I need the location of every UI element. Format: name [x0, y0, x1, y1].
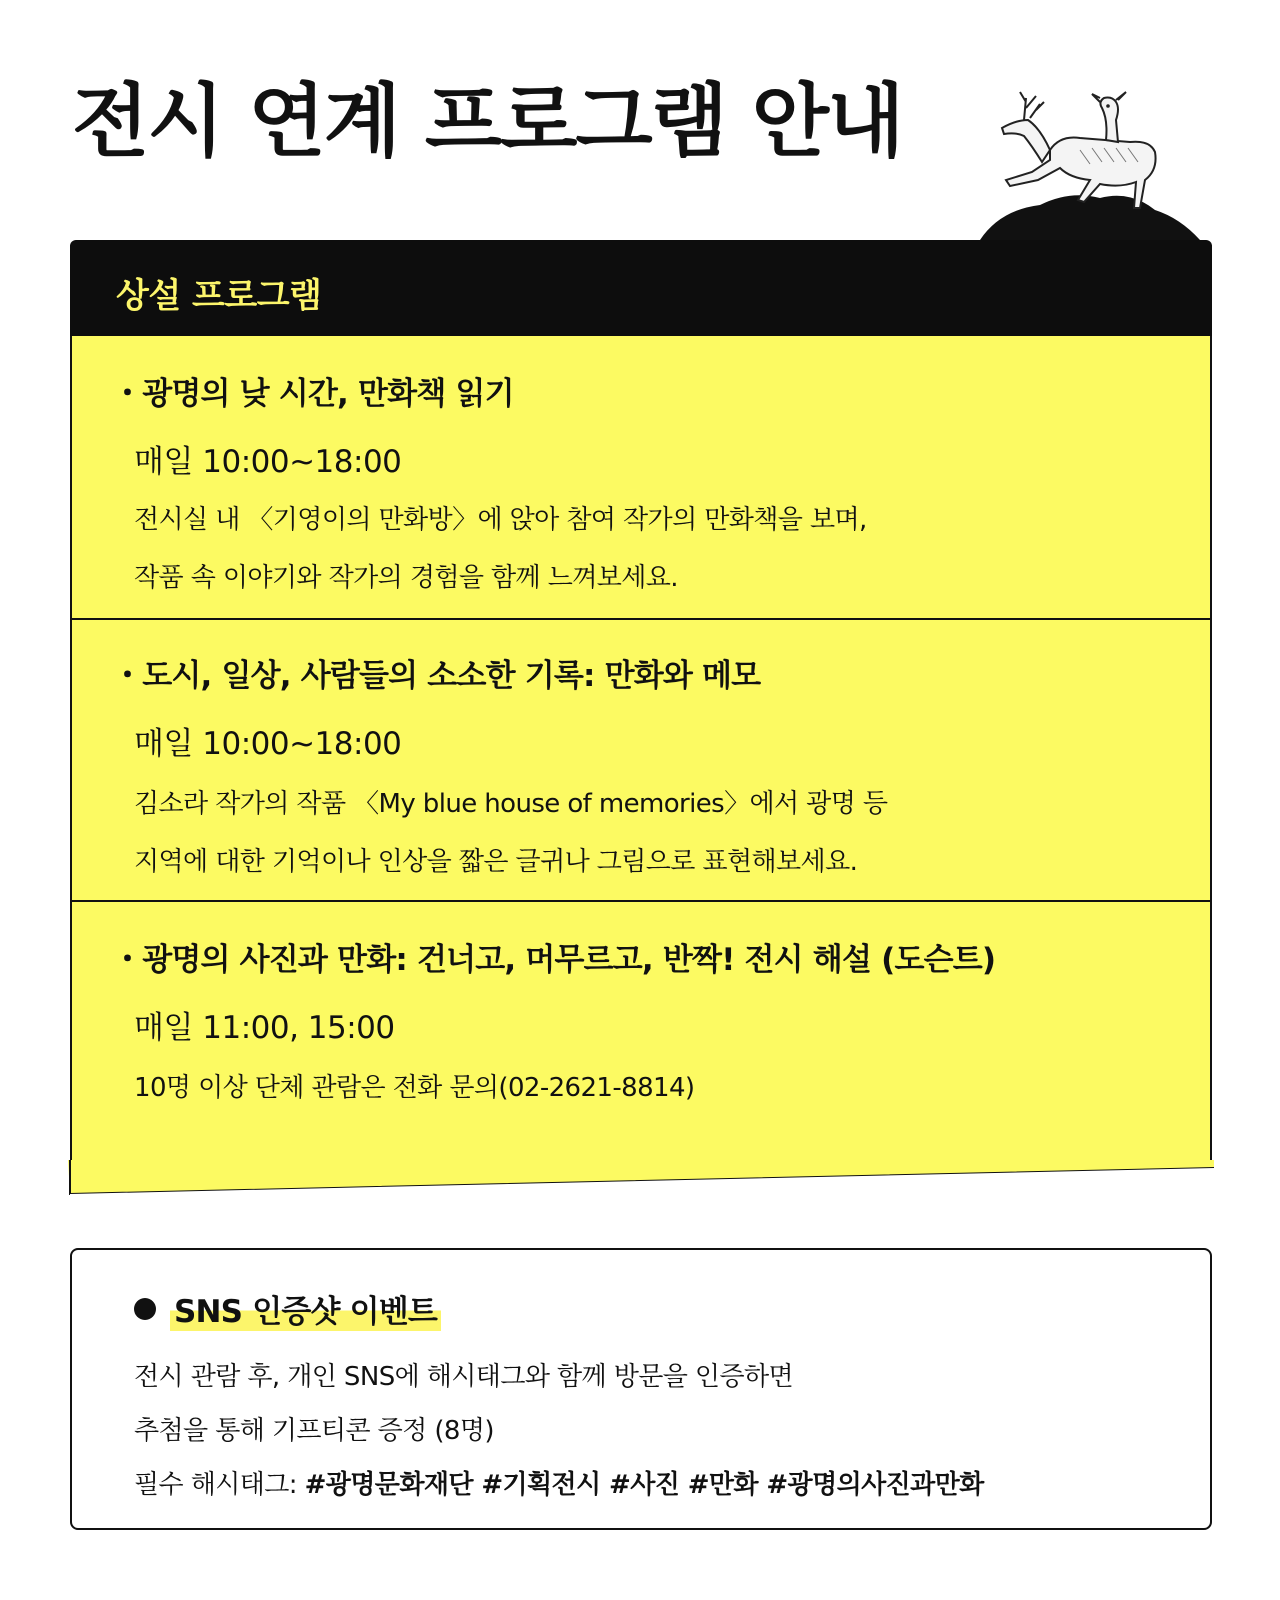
section-divider — [72, 618, 1210, 620]
program-time: 매일 10:00~18:00 — [134, 444, 402, 480]
permanent-program-panel — [70, 336, 1212, 1222]
program-description: 지역에 대한 기억이나 인상을 짧은 글귀나 그림으로 표현해보세요. — [134, 847, 858, 877]
sns-event-description: 전시 관람 후, 개인 SNS에 해시태그와 함께 방문을 인증하면 — [134, 1362, 793, 1392]
deer-illustration — [980, 80, 1200, 255]
sns-event-title-row — [134, 1286, 441, 1331]
sns-event-box — [70, 1248, 1212, 1530]
section-divider — [72, 900, 1210, 902]
sns-hashtag-row — [134, 1464, 984, 1501]
program-description: 김소라 작가의 작품 〈My blue house of memories〉에서 광명 등 — [134, 789, 888, 819]
sns-event-description: 추첨을 통해 기프티콘 증정 (8명) — [134, 1416, 494, 1446]
program-description: 작품 속 이야기와 작가의 경험을 함께 느껴보세요. — [134, 563, 678, 593]
program-time: 매일 11:00, 15:00 — [134, 1010, 395, 1046]
hashtags: #광명문화재단 #기획전시 #사진 #만화 #광명의사진과만화 — [304, 1470, 984, 1500]
panel-bottom-edge — [68, 1160, 1214, 1230]
program-description: 10명 이상 단체 관람은 전화 문의(02-2621-8814) — [134, 1073, 695, 1103]
program-time: 매일 10:00~18:00 — [134, 726, 402, 762]
permanent-program-header — [70, 240, 1212, 336]
sns-event-title: SNS 인증샷 이벤트 — [170, 1286, 441, 1331]
page-title: 전시 연계 프로그램 안내 — [72, 75, 903, 168]
bullet-dot-icon — [134, 1298, 156, 1320]
program-title: ・광명의 낮 시간, 만화책 읽기 — [112, 376, 514, 412]
program-title: ・도시, 일상, 사람들의 소소한 기록: 만화와 메모 — [112, 658, 761, 694]
program-title: ・광명의 사진과 만화: 건너고, 머무르고, 반짝! 전시 해설 (도슨트) — [112, 942, 996, 978]
hashtag-label: 필수 해시태그: — [134, 1470, 297, 1500]
program-description: 전시실 내 〈기영이의 만화방〉에 앉아 참여 작가의 만화책을 보며, — [134, 505, 867, 535]
permanent-program-heading: 상설 프로그램 — [116, 276, 322, 316]
